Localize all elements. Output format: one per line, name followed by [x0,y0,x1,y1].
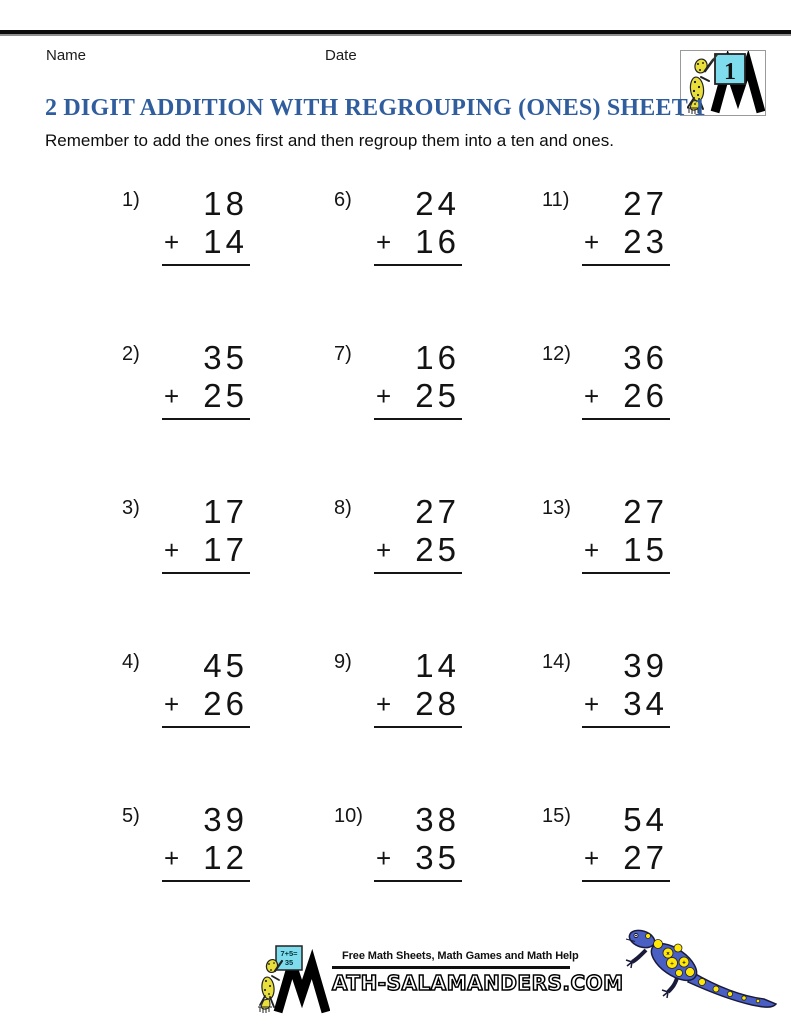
plus-operator: + [584,227,600,257]
page-title: 2 DIGIT ADDITION WITH REGROUPING (ONES) SHEET 1 [45,95,706,121]
answer-line [162,418,250,420]
answer-line [582,572,670,574]
problem-body [162,801,250,882]
addend-bottom: 34 [623,685,668,722]
footer-text-block [332,940,624,995]
answer-line [162,572,250,574]
problem-body [374,493,462,574]
svg-text:÷: ÷ [670,961,674,968]
name-label: Name [46,47,87,64]
addend-bottom: 26 [623,377,668,414]
answer-line [582,418,670,420]
problem-number: 14) [542,651,571,673]
logo-m-icon [278,964,326,1012]
addition-problem [520,339,732,493]
problem-body [374,801,462,882]
problem-number: 2) [122,343,140,365]
problem-number: 13) [542,497,571,519]
problem-body [162,493,250,574]
addend-top: 39 [203,801,248,838]
problem-number: 11) [542,189,570,211]
problem-body [162,339,250,420]
salamander-mascot-icon [622,926,782,1018]
addend-top: 35 [203,339,248,376]
addition-problem [100,493,312,647]
plus-operator: + [584,535,600,565]
addition-problem [312,801,520,955]
addition-problem [100,801,312,955]
addend-top: 36 [623,339,668,376]
plus-operator: + [376,535,392,565]
plus-operator: + [164,843,180,873]
addition-problem [312,185,520,339]
answer-line [162,264,250,266]
problem-body [582,801,670,882]
answer-line [374,880,462,882]
addend-bottom: 35 [415,839,460,876]
addend-bottom: 26 [203,685,248,722]
addend-top: 16 [415,339,460,376]
problem-body [582,493,670,574]
addition-problem [520,647,732,801]
answer-line [374,572,462,574]
board-answer: 35 [284,958,294,967]
addend-bottom: 28 [415,685,460,722]
math-salamanders-logo-icon [254,940,330,1016]
footer-brand-name: ATH-SALAMANDERS.COM [332,971,624,995]
plus-operator: + [376,843,392,873]
answer-line [162,726,250,728]
problem-number: 8) [334,497,352,519]
svg-text:×: × [666,951,670,958]
problem-number: 9) [334,651,352,673]
plus-operator: + [584,843,600,873]
problem-body [582,647,670,728]
addend-top: 27 [623,185,668,222]
answer-line [374,726,462,728]
addition-problem [100,339,312,493]
top-divider [0,30,791,36]
plus-operator: + [376,381,392,411]
problem-number: 4) [122,651,140,673]
plus-operator: + [164,689,180,719]
addend-bottom: 17 [203,531,248,568]
addend-bottom: 27 [623,839,668,876]
problem-body [374,647,462,728]
problem-body [374,185,462,266]
problems-grid [100,185,732,955]
answer-line [374,264,462,266]
addition-problem [312,647,520,801]
answer-line [582,880,670,882]
instruction-text: Remember to add the ones first and then regroup them into a ten and ones. [45,131,614,150]
addend-bottom: 25 [415,377,460,414]
problem-number: 3) [122,497,140,519]
addend-top: 24 [415,185,460,222]
plus-operator: + [584,381,600,411]
problem-number: 15) [542,805,571,827]
addend-bottom: 14 [203,223,248,260]
addend-top: 54 [623,801,668,838]
plus-operator: + [376,689,392,719]
addend-bottom: 23 [623,223,668,260]
plus-operator: + [376,227,392,257]
svg-text:+: + [682,960,686,967]
addend-top: 27 [623,493,668,530]
badge-number: 1 [724,59,736,85]
problem-number: 5) [122,805,140,827]
problem-number: 12) [542,343,571,365]
addend-top: 18 [203,185,248,222]
plus-operator: + [584,689,600,719]
footer-divider [332,966,570,969]
answer-line [374,418,462,420]
addend-bottom: 16 [415,223,460,260]
problem-body [162,647,250,728]
answer-line [582,726,670,728]
problem-number: 7) [334,343,352,365]
addition-problem [312,493,520,647]
problem-body [162,185,250,266]
addition-problem [520,493,732,647]
problem-body [582,339,670,420]
board-equation: 7+5= [280,949,298,958]
addition-problem [100,647,312,801]
addend-top: 38 [415,801,460,838]
addend-top: 27 [415,493,460,530]
addend-bottom: 25 [415,531,460,568]
plus-operator: + [164,227,180,257]
problem-number: 1) [122,189,140,211]
addend-top: 45 [203,647,248,684]
problem-number: 10) [334,805,363,827]
problem-number: 6) [334,189,352,211]
plus-operator: + [164,381,180,411]
addend-bottom: 15 [623,531,668,568]
addend-bottom: 25 [203,377,248,414]
plus-operator: + [164,535,180,565]
addition-problem [520,185,732,339]
addend-top: 14 [415,647,460,684]
addition-problem [312,339,520,493]
problem-body [582,185,670,266]
footer-tagline: Free Math Sheets, Math Games and Math Help [342,950,579,962]
addend-top: 17 [203,493,248,530]
addend-top: 39 [623,647,668,684]
problem-body [374,339,462,420]
date-label: Date [325,47,357,64]
footer-brand [254,940,624,1016]
addend-bottom: 12 [203,839,248,876]
addition-problem [100,185,312,339]
answer-line [162,880,250,882]
answer-line [582,264,670,266]
